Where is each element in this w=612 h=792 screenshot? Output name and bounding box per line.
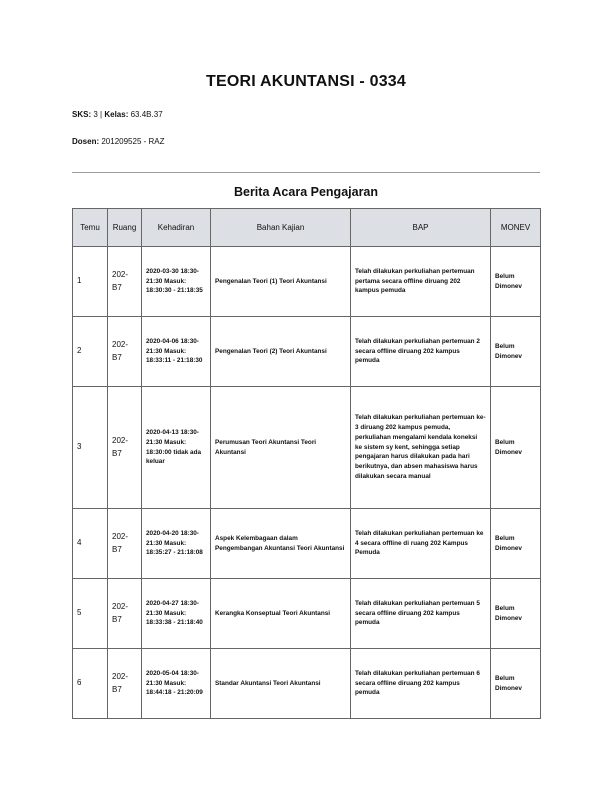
bahan-kajian-cell: Perumusan Teori Akuntansi Teori Akuntansi: [211, 387, 351, 509]
dosen-label: Dosen:: [72, 137, 100, 146]
table-row: [73, 387, 541, 509]
table-row: [73, 649, 541, 719]
bahan-kajian-cell: Standar Akuntansi Teori Akuntansi: [211, 649, 351, 719]
bap-cell: Telah dilakukan perkuliahan pertemuan ke-3 diruang 202 kampus pemuda, perkuliahan mengalami kendala koneksi ke sistem sy kent, sehingga setiap pengajaran harus dilakukan pada hari berikutnya, dan absen mahasiswa harus dilakukan secara manual: [351, 387, 491, 509]
section-title: Berita Acara Pengajaran: [233, 185, 379, 199]
kehadiran-cell: 2020-04-13 18:30-21:30 Masuk: 18:30:00 tidak ada keluar: [142, 387, 211, 509]
course-meta-line: [72, 110, 163, 119]
column-header-temu: Temu: [73, 209, 108, 247]
temu-cell: 5: [73, 579, 108, 649]
sks-value: 3: [93, 110, 98, 119]
monev-cell: Belum Dimonev: [491, 509, 541, 579]
temu-cell: 2: [73, 317, 108, 387]
ruang-cell: 202-B7: [108, 649, 142, 719]
temu-cell: 1: [73, 247, 108, 317]
monev-cell: Belum Dimonev: [491, 649, 541, 719]
kehadiran-cell: 2020-04-20 18:30-21:30 Masuk: 18:35:27 - 21:18:08: [142, 509, 211, 579]
section-divider: [72, 172, 540, 173]
table-header-row: [73, 209, 541, 247]
table-row: [73, 247, 541, 317]
bahan-kajian-cell: Aspek Kelembagaan dalam Pengembangan Akuntansi Teori Akuntansi: [211, 509, 351, 579]
column-header-kehadiran: Kehadiran: [142, 209, 211, 247]
sks-label: SKS:: [72, 110, 92, 119]
lecturer-line: [72, 137, 165, 146]
bap-cell: Telah dilakukan perkuliahan pertemuan 5 secara offline diruang 202 kampus pemuda: [351, 579, 491, 649]
meta-separator: |: [100, 110, 103, 119]
table-row: [73, 579, 541, 649]
ruang-cell: 202-B7: [108, 247, 142, 317]
table-row: [73, 509, 541, 579]
monev-cell: Belum Dimonev: [491, 387, 541, 509]
ruang-cell: 202-B7: [108, 579, 142, 649]
kehadiran-cell: 2020-03-30 18:30-21:30 Masuk: 18:30:30 - 21:18:35: [142, 247, 211, 317]
temu-cell: 6: [73, 649, 108, 719]
column-header-bap: BAP: [351, 209, 491, 247]
temu-cell: 3: [73, 387, 108, 509]
kehadiran-cell: 2020-04-06 18:30-21:30 Masuk: 18:33:11 - 21:18:30: [142, 317, 211, 387]
ruang-cell: 202-B7: [108, 509, 142, 579]
bahan-kajian-cell: Pengenalan Teori (2) Teori Akuntansi: [211, 317, 351, 387]
temu-cell: 4: [73, 509, 108, 579]
bap-cell: Telah dilakukan perkuliahan pertemuan 6 secara offline diruang 202 kampus pemuda: [351, 649, 491, 719]
monev-cell: Belum Dimonev: [491, 579, 541, 649]
table-row: [73, 317, 541, 387]
bahan-kajian-cell: Kerangka Konseptual Teori Akuntansi: [211, 579, 351, 649]
column-header-bahan-kajian: Bahan Kajian: [211, 209, 351, 247]
kehadiran-cell: 2020-04-27 18:30-21:30 Masuk: 18:33:38 - 21:18:40: [142, 579, 211, 649]
kehadiran-cell: 2020-05-04 18:30-21:30 Masuk: 18:44:18 - 21:20:09: [142, 649, 211, 719]
course-title: TEORI AKUNTANSI - 0334: [206, 73, 406, 90]
bap-cell: Telah dilakukan perkuliahan pertemuan ke 4 secara offline di ruang 202 Kampus Pemuda: [351, 509, 491, 579]
bap-cell: Telah dilakukan perkuliahan pertemuan pertama secara offline diruang 202 kampus pemuda: [351, 247, 491, 317]
column-header-monev: MONEV: [491, 209, 541, 247]
monev-cell: Belum Dimonev: [491, 247, 541, 317]
bap-cell: Telah dilakukan perkuliahan pertemuan 2 secara offline diruang 202 kampus pemuda: [351, 317, 491, 387]
kelas-label: Kelas:: [104, 110, 129, 119]
teaching-report-table: [72, 208, 541, 719]
column-header-ruang: Ruang: [108, 209, 142, 247]
kelas-value: 63.4B.37: [130, 110, 163, 119]
dosen-value: 201209525 - RAZ: [101, 137, 165, 146]
ruang-cell: 202-B7: [108, 317, 142, 387]
monev-cell: Belum Dimonev: [491, 317, 541, 387]
ruang-cell: 202-B7: [108, 387, 142, 509]
bahan-kajian-cell: Pengenalan Teori (1) Teori Akuntansi: [211, 247, 351, 317]
